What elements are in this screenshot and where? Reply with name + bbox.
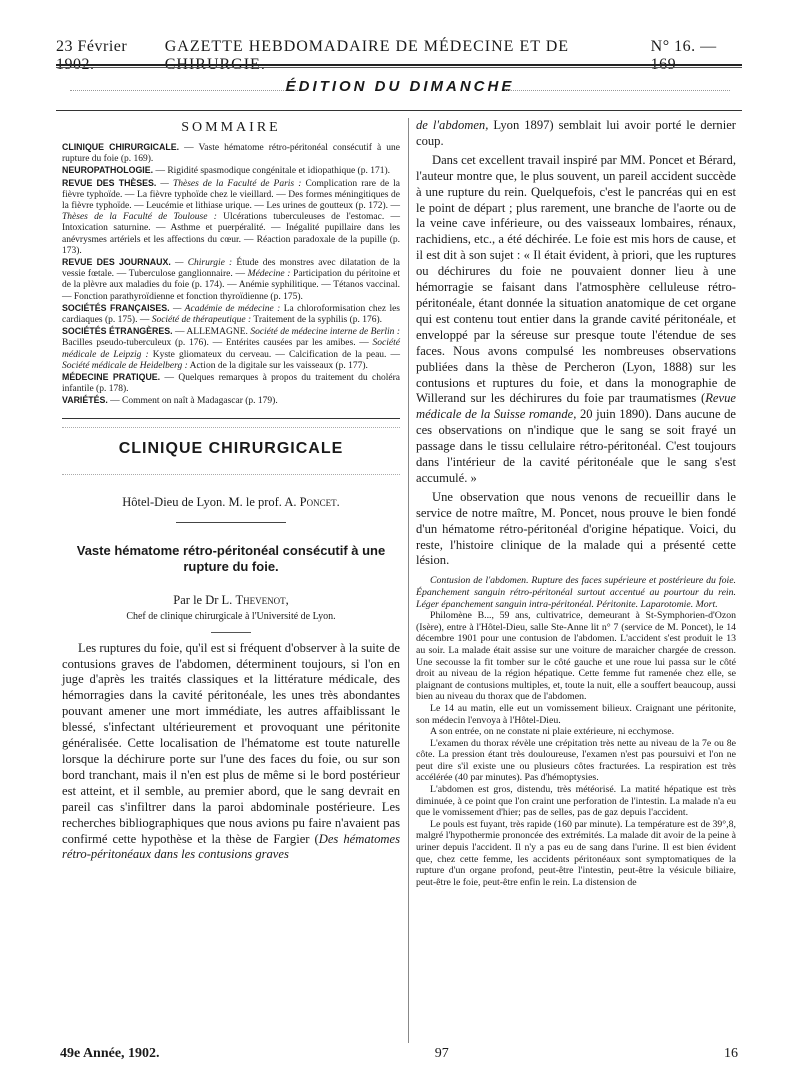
sommaire-entry: REVUE DES JOURNAUX. — Chirurgie : Étude des monstres avec dilatation de la vessie fœtale. — Tuberculose ganglionnaire. — Médecine : Participation du péritoine et de la plèvre aux maladies du foie (p. 174). — Anémie syphilitique. — Tétanos vaccinal. — Fonction parathyroïdienne et fonction thyroïdienne (p. 175). [62,257,400,302]
footer-year: 49e Année, 1902. [60,1046,160,1061]
section-heading: CLINIQUE CHIRURGICALE [62,427,400,475]
observation-paragraph: A son entrée, on ne constate ni plaie extérieure, ni ecchymose. [430,726,675,738]
observation-title: Contusion de l'abdomen. Rupture des faces supérieure et postérieure du foie. Épanchement sanguin rétro-péritonéal surtout accentué au pourtour du rein. Léger épanchement sanguin intra-péritonéal. Péritonite. Laparotomie. Mort. [416,575,736,610]
article-title: Vaste hématome rétro-péritonéal consécutif à une rupture du foie. [76,542,386,574]
header-rule-thin [56,67,742,68]
sommaire-entry: VARIÉTÉS. — Comment on naît à Madagascar (p. 179). [62,395,278,407]
sommaire-entry: SOCIÉTÉS ÉTRANGÈRES. — ALLEMAGNE. Société de médecine interne de Berlin : Bacilles pseudo-tuberculeux (p. 176). — Entérites causées par les amibes. — Société médicale de Leipzig : Kyste gliomateux du cerveau. — Calcification de la peau. — Société médicale de Heidelberg : Action de la digitale sur les vaisseaux (p. 177). [62,326,401,371]
running-header [56,38,742,73]
edition-banner: ÉDITION DU DIMANCHE [285,78,515,95]
observation-paragraph: Le 14 au matin, elle eut un vomissement bilieux. Craignant une péritonite, son médecin l'envoya à l'Hôtel-Dieu. [416,702,736,726]
sommaire-entry: MÉDECINE PRATIQUE. — Quelques remarques à propos du traitement du choléra infantile (p. 178). [62,372,400,395]
header-journal-title: GAZETTE HEBDOMADAIRE DE MÉDECINE ET DE CHIRURGIE. [164,38,570,73]
header-issue: N° 16. — 169 [650,38,717,73]
observation-paragraph: L'abdomen est gros, distendu, très météorisé. La matité hépatique est très diminuée, à ce point que l'on craint une perforation de l'intestin. La malade n'a eu que le vomissement d'hier; pas de selles, pas de gaz depuis l'accident. [416,784,736,819]
column-divider [408,118,409,1043]
observation-paragraph: Philomène B..., 59 ans, cultivatrice, demeurant à St-Symphorien-d'Ozon (Isère), entre à l'Hôtel-Dieu, salle Ste-Anne lit n° 7 (service de M. Poncet), le 14 décembre 1901 pour une contusion de l'abdomen. L'accident s'est produit le 13 au soir. La malade était assise sur une voiture de maraicher chargée de cresson. Une secousse la fit tomber sur le côté gauche et une roue lui passa sur le côté droit au niveau de la région hépatique. Cette femme fut ramenée chez elle, se plaignant de contusions multiples, et, toute la nuit, elle a souffert beaucoup, aussi bien au niveau du thorax que de l'abdomen. [416,610,736,703]
hospital-line: Hôtel-Dieu de Lyon. M. le prof. A. Poncet. [122,494,340,509]
observation-paragraph: L'examen du thorax révèle une crépitation très nette au niveau de la 7e ou 8e côte. La pression étant très douloureuse, l'examen n'est pas poursuivi et l'on ne peut dire s'il existe une ou plusieurs côtes fracturées. La respiration est très accélérée (40 par minutes). Pas d'hémoptysies. [416,737,736,784]
sommaire-title: SOMMAIRE [181,120,281,135]
sommaire-entry: SOCIÉTÉS FRANÇAISES. — Académie de médecine : La chloroformisation chez les cardiaques (p. 175). — Société de thérapeutique : Traitement de la syphilis (p. 176). [62,302,400,326]
article-paragraph: de l'abdomen, Lyon 1897) semblait lui avoir porté le dernier coup. [416,118,736,148]
left-column [62,118,400,876]
header-rule [56,64,742,66]
sommaire-entry: NEUROPATHOLOGIE. — Rigidité spasmodique congénitale et idiopathique (p. 171). [62,165,391,177]
page-footer [60,1046,738,1062]
sommaire-entry: CLINIQUE CHIRURGICALE. — Vaste hématome rétro-péritonéal consécutif à une rupture du foie (p. 169). [62,142,400,165]
article-paragraph: Dans cet excellent travail inspiré par MM. Poncet et Bérard, l'auteur montre que, le plus souvent, un pareil accident succède à une rupture du rein. Quelquefois, c'est le pancréas qui en est le point de départ ; plus rarement, une branche de l'aorte ou de la veine cave inférieure, ou des vaisseaux lombaires, rénaux, rachidiens, etc., a été déchirée. Le foie est mis hors de cause, et il est dit à son sujet : « Il était évident, à priori, que les ruptures ou déchirures du foie ne pouvaient donner lieu à une hémorragie se faisant dans l'atmosphère celluleuse rétro-péritonéale, étant donnée la situation anatomique de cet organe qui est contenu tout entier dans la grande cavité péritonéale, et enveloppé par la séreuse sur presque toute l'étendue de ses faces. Nous avons compulsé les nombreuses observations publiées dans la thèse de Percheron (Lyon, 1888) sur les contusions et ruptures du foie, et dans la monographie de Willerand sur les déchirures du foie par traumatismes (Revue médicale de la Suisse romande, 20 juin 1890). Dans aucune de ces observations on n'indique que le sang se soit frayé un passage dans le tissu cellulaire rétro-péritonéal. C'est toujours dans l'intérieur de la cavité péritonéale que le sang s'est accumulé. » [416,152,736,485]
header-date: 23 Février 1902. [56,38,128,73]
author-affiliation: Chef de clinique chirurgicale à l'Université de Lyon. [126,610,336,622]
edition-rule [56,110,742,111]
page-number: 97 [434,1046,449,1061]
article-paragraph: Les ruptures du foie, qu'il est si fréquent d'observer à la suite de contusions graves de l'abdomen, déterminent toujours, si l'on en juge d'après les traités classiques et la littérature médicale, des hémorragies dans la cavité péritonéale, les unes très abondantes pouvant amener une mort immédiate, les autres affaiblissant le blessé, s'infectant ultérieurement et provoquant une péritonite généralisée. Cette localisation de l'hématome est toute naturelle lorsque la déchirure porte sur l'une des faces du foie, ou sur son bord tranchant, mais il n'en est plus de même si le bord postérieur est atteint, et il semble, au premier abord, que le sang devrait en pareil cas s'infiltrer dans la paroi abdominale postérieure. Les recherches bibliographiques que nous avions pu faire n'avaient pas confirmé cette hypothèse et la thèse de Fargier (Des hématomes rétro-péritonéaux dans les contusions graves [62,640,400,862]
sommaire-entry: REVUE DES THÈSES. — Thèses de la Faculté de Paris : Complication rare de la fièvre typhoïde. — La fièvre typhoïde chez le vieillard. — Des formes méningitiques de la fièvre typhoïde. — Leucémie et lithiase urique. — Les urines de goutteux (p. 172). — Thèses de la Faculté de Toulouse : Ulcérations tuberculeuses de l'estomac. — Intoxication saturnine. — Asthme et puerpéralité. — Inégalité pupillaire dans les anévrysmes artériels et les affections du cœur. — Réaction paradoxale de la pupille (p. 173). [62,177,401,256]
article-paragraph: Une observation que nous venons de recueillir dans le service de notre maître, M. Poncet, nous prouve le bien fondé d'un hématome rétro-péritonéal d'origine hépatique. Voici, du reste, l'histoire clinique de la malade qui a présenté cette lésion. [416,489,736,568]
sheet-number: 16 [724,1046,738,1061]
edition-dots-right [505,90,730,91]
sommaire-end-rule [62,418,400,419]
byline-rule [211,632,251,633]
right-column [416,118,736,888]
byline: Par le Dr L. Thevenot, [173,592,289,607]
observation-paragraph: Le pouls est fuyant, très rapide (160 par minute). La température est de 39°,8, malgré l'hypothermie prononcée des extrémités. La malade dit avoir de la peine à uriner depuis l'accident. Il n'y a pas eu de sang dans l'urine. Il est bien évident que, chez cette femme, les accidents péritonéaux sont symptomatiques de la rupture d'un organe profond, peut-être l'intestin, peut-être la vésicule biliaire, peut-être le foie, peut-être enfin le rein. La distension de [416,818,736,888]
divider-rule [176,522,286,523]
